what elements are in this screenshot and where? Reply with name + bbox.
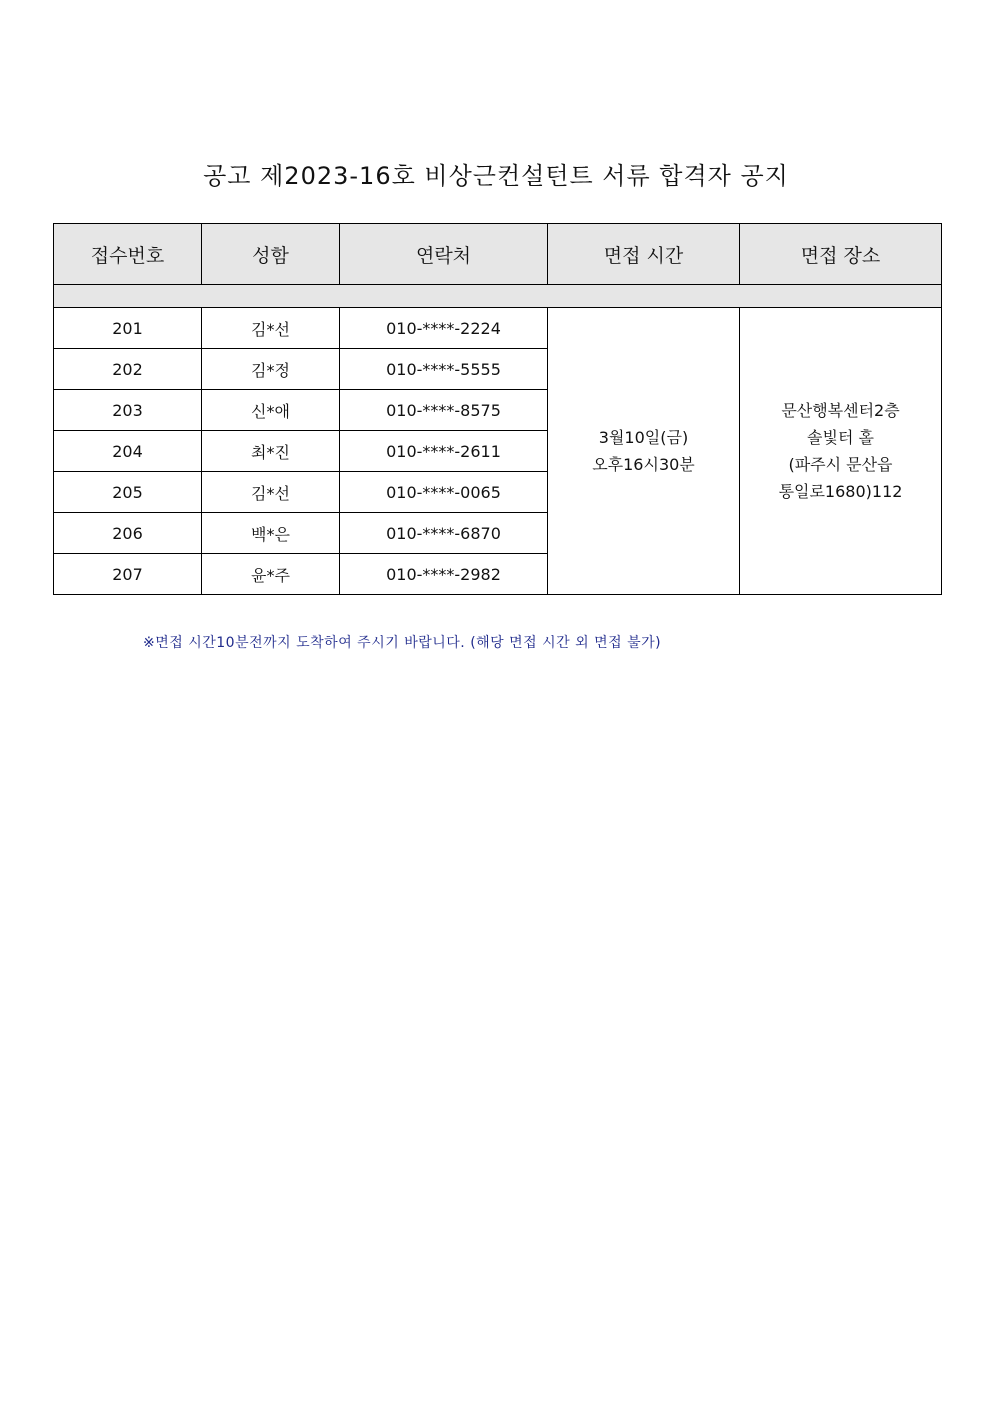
receipt-number-cell: 204 — [54, 431, 202, 472]
header-interview-time: 면접 시간 — [548, 224, 740, 285]
place-line-1: 문산행복센터2층 — [781, 401, 900, 420]
phone-cell: 010-****-2982 — [340, 554, 548, 595]
header-receipt-number: 접수번호 — [54, 224, 202, 285]
interview-date: 3월10일(금) — [598, 428, 689, 447]
table-row — [54, 308, 942, 349]
header-interview-place: 면접 장소 — [740, 224, 942, 285]
phone-cell: 010-****-5555 — [340, 349, 548, 390]
place-line-2: 솔빛터 홀 — [807, 428, 874, 447]
name-cell: 백*은 — [202, 513, 340, 554]
name-cell: 신*애 — [202, 390, 340, 431]
table-header-row — [54, 224, 942, 285]
spacer-cell — [54, 285, 942, 308]
receipt-number-cell: 202 — [54, 349, 202, 390]
receipt-number-cell: 203 — [54, 390, 202, 431]
interview-place-cell — [740, 308, 942, 595]
name-cell: 윤*주 — [202, 554, 340, 595]
phone-cell: 010-****-6870 — [340, 513, 548, 554]
receipt-number-cell: 206 — [54, 513, 202, 554]
page-title: 공고 제2023-16호 비상근컨설턴트 서류 합격자 공지 — [203, 162, 789, 190]
phone-cell: 010-****-2224 — [340, 308, 548, 349]
name-cell: 김*정 — [202, 349, 340, 390]
phone-cell: 010-****-8575 — [340, 390, 548, 431]
phone-cell: 010-****-0065 — [340, 472, 548, 513]
arrival-notice: ※면접 시간10분전까지 도착하여 주시기 바랍니다. (해당 면접 시간 외 면접 불가) — [143, 635, 662, 651]
name-cell: 김*선 — [202, 472, 340, 513]
header-name: 성함 — [202, 224, 340, 285]
receipt-number-cell: 205 — [54, 472, 202, 513]
phone-cell: 010-****-2611 — [340, 431, 548, 472]
receipt-number-cell: 201 — [54, 308, 202, 349]
interview-time-cell — [548, 308, 740, 595]
name-cell: 김*선 — [202, 308, 340, 349]
place-line-3: (파주시 문산읍 — [788, 455, 893, 474]
applicant-table — [53, 223, 942, 595]
place-line-4: 통일로1680)112 — [778, 482, 903, 501]
header-contact: 연락처 — [340, 224, 548, 285]
table-spacer-row — [54, 285, 942, 308]
receipt-number-cell: 207 — [54, 554, 202, 595]
name-cell: 최*진 — [202, 431, 340, 472]
interview-hour: 오후16시30분 — [592, 455, 695, 474]
